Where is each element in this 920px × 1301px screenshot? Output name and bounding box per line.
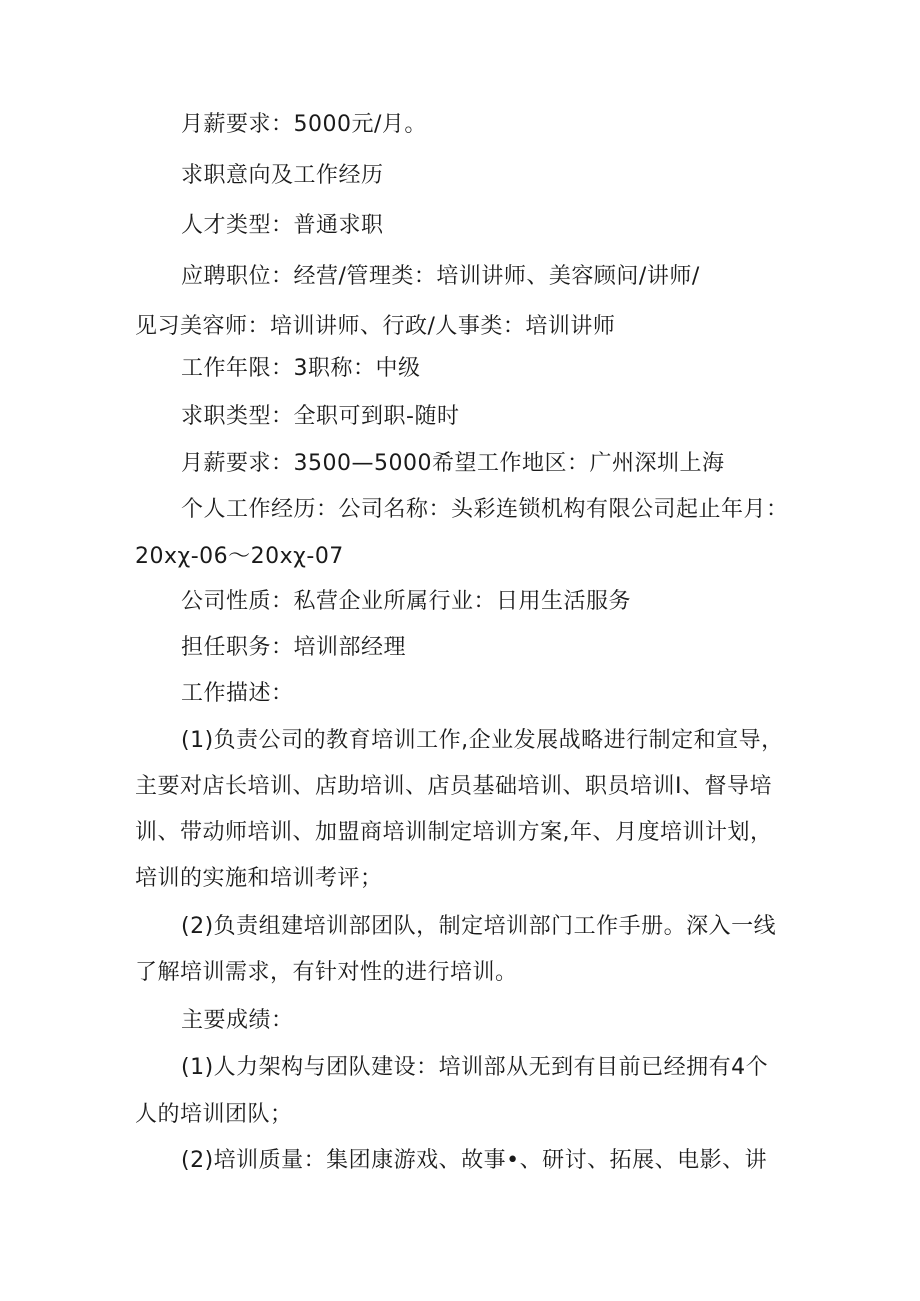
- text-line: 担任职务：培训部经理: [181, 635, 407, 660]
- text-line: 公司性质：私营企业所属行业：日用生活服务: [181, 589, 632, 614]
- text-line: 训、带动师培训、加盟商培训制定培训方案,年、月度培训计划，: [135, 820, 773, 845]
- text-line: (1)负责公司的教育培训工作,企业发展战略进行制定和宣导，: [181, 728, 784, 753]
- text-line: 月薪要求：5000元/月。: [181, 112, 427, 137]
- text-line: 培训的实施和培训考评；: [135, 866, 383, 891]
- text-line: (2)培训质量：集团康游戏、故事•、研讨、拓展、电影、讲: [181, 1148, 768, 1173]
- text-line: 求职类型：全职可到职-随时: [181, 404, 460, 429]
- text-line: 20xχ-06〜20xχ-07: [135, 544, 344, 569]
- text-line: 见习美容师：培训讲师、行政/人事类：培训讲师: [135, 314, 616, 339]
- text-line: 了解培训需求，有针对性的进行培训。: [135, 960, 518, 985]
- text-line: 主要对店长培训、店助培训、店员基础培训、职员培训I、督导培: [135, 774, 772, 799]
- text-line: (1)人力架构与团队建设：培训部从无到有目前已经拥有4个: [181, 1055, 769, 1080]
- text-line: 工作描述：: [181, 681, 294, 706]
- text-line: 人的培训团队；: [135, 1102, 293, 1127]
- text-line: 人才类型：普通求职: [181, 213, 384, 238]
- text-line: 月薪要求：3500—5000希望工作地区：广州深圳上海: [181, 451, 725, 476]
- text-line: 个人工作经历：公司名称：头彩连锁机构有限公司起止年月：: [181, 497, 789, 522]
- text-line: (2)负责组建培训部团队，制定培训部门工作手册。深入一线: [181, 914, 777, 939]
- text-line: 工作年限：3职称：中级: [181, 356, 421, 381]
- text-line: 主要成绩：: [181, 1008, 294, 1033]
- text-line: 应聘职位：经营/管理类：培训讲师、美容顾问/讲师/: [181, 264, 700, 289]
- text-line: 求职意向及工作经历: [181, 163, 384, 188]
